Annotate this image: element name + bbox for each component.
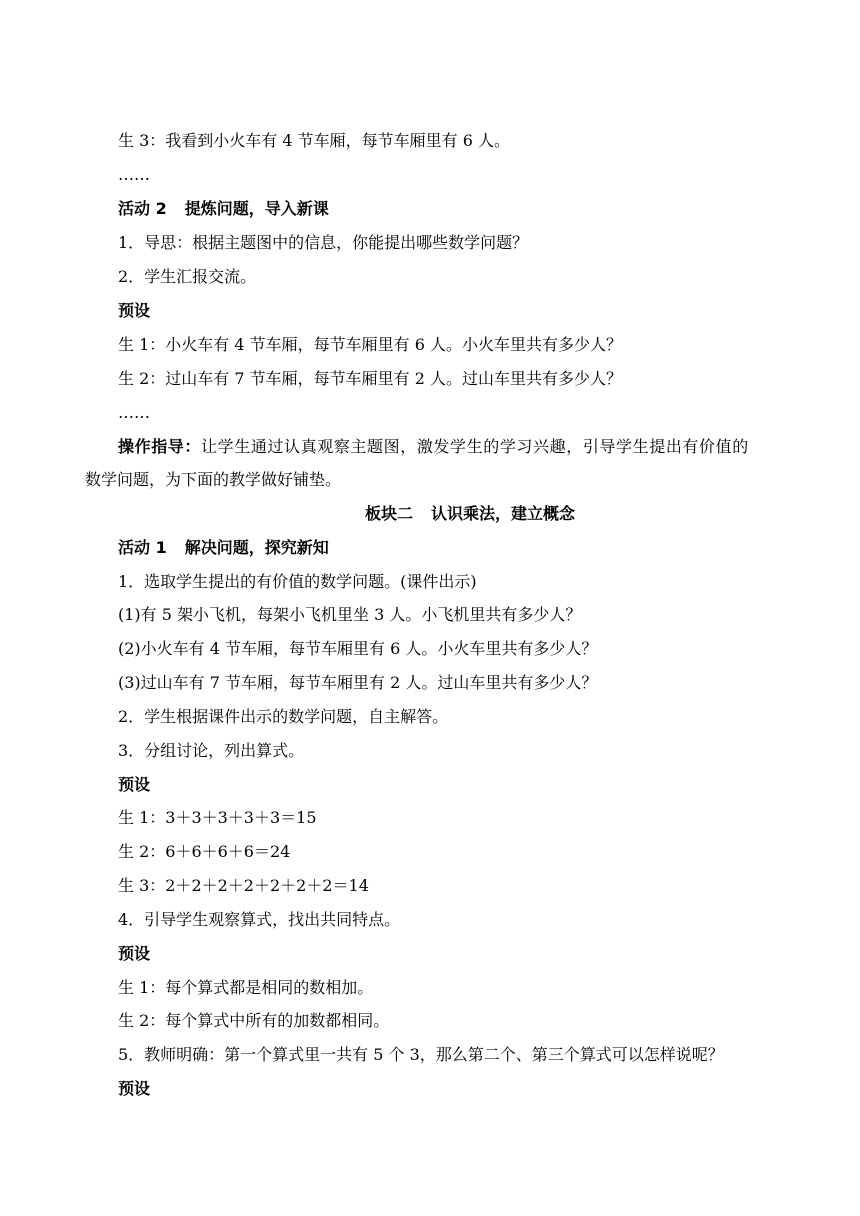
equation-1: 生 1：3＋3＋3＋3＋3＝15 <box>118 808 317 827</box>
student-2-finding: 生 2：每个算式中所有的加数都相同。 <box>118 1011 390 1030</box>
section-2-label: 板块二 <box>364 504 413 523</box>
activity-2-label: 活动 2 <box>118 199 167 218</box>
ellipsis: …… <box>118 403 150 422</box>
activity-1-heading <box>118 538 329 558</box>
question-2: (2)小火车有 4 节车厢，每节车厢里有 6 人。小火车里共有多少人？ <box>118 639 598 658</box>
teacher-clarification: 5．教师明确：第一个算式里一共有 5 个 3，那么第二个、第三个算式可以怎样说呢？ <box>118 1045 724 1064</box>
section-2-title: 认识乘法，建立概念 <box>431 504 576 523</box>
question-3: (3)过山车有 7 节车厢，每节车厢里有 2 人。过山车里共有多少人？ <box>118 673 598 692</box>
select-questions: 1．选取学生提出的有价值的数学问题。(课件出示) <box>118 572 477 591</box>
ellipsis: …… <box>118 165 150 184</box>
student-1-question: 生 1：小火车有 4 节车厢，每节车厢里有 6 人。小火车里共有多少人？ <box>118 335 622 354</box>
equation-3: 生 3：2＋2＋2＋2＋2＋2＋2＝14 <box>118 876 369 895</box>
guide-question: 1．导思：根据主题图中的信息，你能提出哪些数学问题？ <box>118 233 529 252</box>
activity-1-label: 活动 1 <box>118 538 167 557</box>
equation-2: 生 2：6＋6＋6＋6＝24 <box>118 842 291 861</box>
preset-label: 预设 <box>118 301 151 320</box>
group-discussion: 3．分组讨论，列出算式。 <box>118 741 305 760</box>
student-3-observation: 生 3：我看到小火车有 4 节车厢，每节车厢里有 6 人。 <box>118 131 510 150</box>
section-2-heading <box>0 504 860 524</box>
operation-guidance-continued: 数学问题，为下面的教学做好铺垫。 <box>85 470 342 489</box>
activity-2-heading <box>118 199 329 219</box>
preset-label: 预设 <box>118 775 151 794</box>
activity-2-title: 提炼问题，导入新课 <box>184 199 329 218</box>
activity-1-title: 解决问题，探究新知 <box>184 538 329 557</box>
preset-label: 预设 <box>118 1079 151 1098</box>
operation-guidance-label: 操作指导： <box>118 437 202 456</box>
preset-label: 预设 <box>118 944 151 963</box>
student-2-question: 生 2：过山车有 7 节车厢，每节车厢里有 2 人。过山车里共有多少人？ <box>118 369 622 388</box>
student-1-finding: 生 1：每个算式都是相同的数相加。 <box>118 978 374 997</box>
observe-equations: 4．引导学生观察算式，找出共同特点。 <box>118 910 401 929</box>
operation-guidance <box>118 437 749 457</box>
report-exchange: 2．学生汇报交流。 <box>118 267 257 286</box>
question-1: (1)有 5 架小飞机，每架小飞机里坐 3 人。小飞机里共有多少人？ <box>118 605 582 624</box>
independent-answer: 2．学生根据课件出示的数学问题，自主解答。 <box>118 707 449 726</box>
operation-guidance-text: 让学生通过认真观察主题图，激发学生的学习兴趣，引导学生提出有价值的 <box>201 437 749 456</box>
